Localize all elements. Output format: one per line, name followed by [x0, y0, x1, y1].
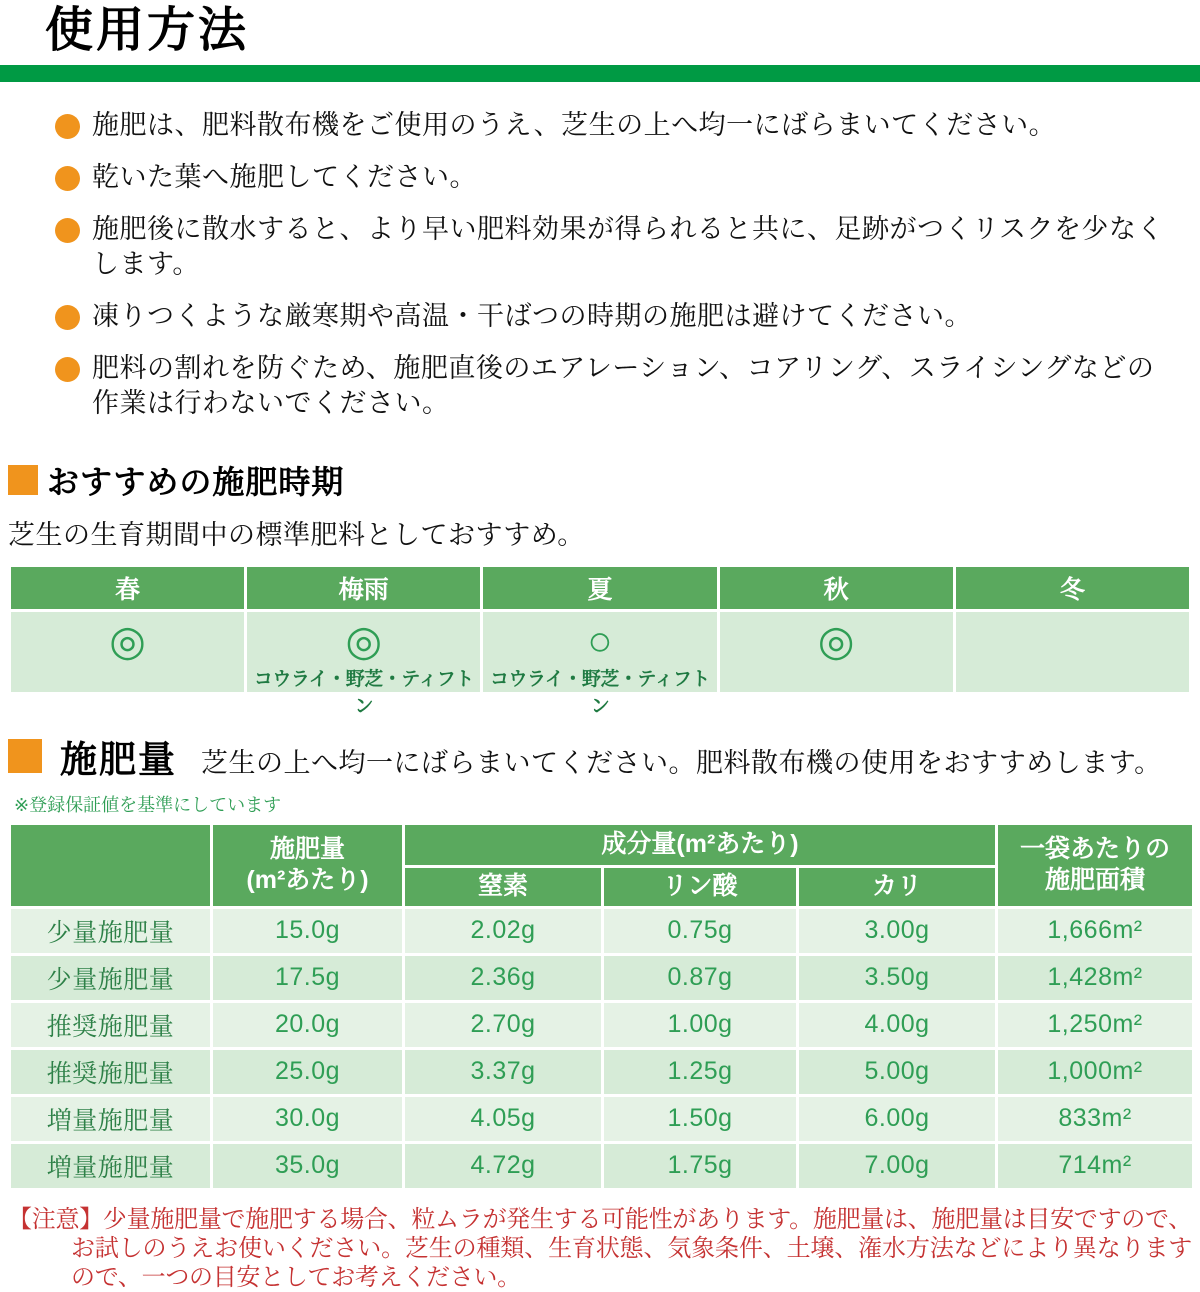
- usage-note-text: 施肥は、肥料散布機をご使用のうえ、芝生の上へ均一にばらまいてください。: [92, 109, 1057, 140]
- orange-bullet-icon: [55, 357, 80, 382]
- usage-note-text: 乾いた葉へ施肥してください。: [92, 161, 477, 192]
- orange-bullet-icon: [55, 166, 80, 191]
- season-header-row: [10, 565, 1191, 610]
- phosphate-value: 0.75g: [603, 907, 798, 954]
- rating-note: [11, 664, 244, 690]
- area-per-bag-header: [997, 823, 1194, 907]
- amount-value: 25.0g: [212, 1048, 404, 1095]
- rating-note: [720, 664, 953, 690]
- orange-square-icon: [8, 465, 38, 495]
- season-cell-rainy: [246, 610, 482, 717]
- potassium-value: 3.00g: [798, 907, 997, 954]
- list-item: [55, 108, 1180, 143]
- nitrogen-value: 4.05g: [404, 1095, 603, 1142]
- header-line: 一袋あたりの: [1020, 835, 1171, 864]
- table-row: [10, 1001, 1194, 1048]
- orange-square-icon: [8, 739, 42, 773]
- timing-section-title: おすすめの施肥時期: [47, 463, 345, 500]
- amount-section-title: 施肥量: [60, 738, 177, 780]
- table-row: [10, 1095, 1194, 1142]
- nitrogen-header: 窒素: [404, 866, 603, 907]
- list-item: [55, 160, 1180, 195]
- caution-text: [8, 1205, 1192, 1292]
- amount-per-sqm-header: [212, 823, 404, 907]
- season-cell-winter: [954, 610, 1190, 693]
- season-cell-spring: [10, 610, 246, 693]
- amount-value: 35.0g: [212, 1142, 404, 1189]
- potassium-value: 7.00g: [798, 1142, 997, 1189]
- usage-note-text: 施肥後に散水すると、より早い肥料効果が得られると共に、足跡がつくリスクを少なくします。: [92, 213, 1164, 279]
- area-value: 1,000m²: [997, 1048, 1194, 1095]
- rating-note: コウライ・野芝・ティフトン: [490, 668, 710, 717]
- row-label: 増量施肥量: [10, 1142, 212, 1189]
- phosphate-value: 0.87g: [603, 954, 798, 1001]
- rating-symbol: [956, 620, 1189, 664]
- season-rating-row: [10, 610, 1191, 693]
- potassium-header: カリ: [798, 866, 997, 907]
- table-row: [10, 1048, 1194, 1095]
- amount-value: 15.0g: [212, 907, 404, 954]
- nitrogen-value: 2.36g: [404, 954, 603, 1001]
- table-row: [10, 907, 1194, 954]
- caution-body: 少量施肥量で施肥する場合、粒ムラが発生する可能性があります。施肥量は、施肥量は目安ですので、お試しのうえお使いください。芝生の種類、生育状態、気象条件、土壌、潅水方法などにより異なりますので、一つの目安としてお考えください。: [71, 1205, 1192, 1291]
- season-timing-table: [8, 564, 1192, 717]
- area-value: 1,428m²: [997, 954, 1194, 1001]
- orange-bullet-icon: [55, 218, 80, 243]
- timing-section-header: [8, 457, 1200, 503]
- timing-section-subtitle: 芝生の生育期間中の標準肥料としておすすめ。: [8, 519, 585, 550]
- phosphate-header: リン酸: [603, 866, 798, 907]
- season-header-spring: 春: [10, 565, 246, 610]
- phosphate-value: 1.50g: [603, 1095, 798, 1142]
- row-label: 推奨施肥量: [10, 1048, 212, 1095]
- area-value: 1,250m²: [997, 1001, 1194, 1048]
- amount-value: 17.5g: [212, 954, 404, 1001]
- usage-notes-list: [55, 108, 1180, 421]
- rating-symbol: ◎: [109, 616, 146, 664]
- page-title: 使用方法: [45, 4, 250, 57]
- usage-note-text: 肥料の割れを防ぐため、施肥直後のエアレーション、コアリング、スライシングなどの作業は行わないでください。: [92, 352, 1155, 418]
- table-row: [10, 1142, 1194, 1189]
- amount-value: 30.0g: [212, 1095, 404, 1142]
- phosphate-value: 1.25g: [603, 1048, 798, 1095]
- row-label: 少量施肥量: [10, 954, 212, 1001]
- amount-section-header: [8, 729, 1200, 783]
- fertilizer-amount-table: [8, 822, 1195, 1191]
- rating-symbol: ◎: [345, 616, 383, 664]
- season-cell-autumn: [718, 610, 954, 693]
- caution-prefix: 【注意】: [8, 1205, 103, 1233]
- amount-value: 20.0g: [212, 1001, 404, 1048]
- row-label: 増量施肥量: [10, 1095, 212, 1142]
- amount-table-header-row-1: [10, 823, 1194, 866]
- season-header-winter: 冬: [954, 565, 1190, 610]
- table-row: [10, 954, 1194, 1001]
- potassium-value: 4.00g: [798, 1001, 997, 1048]
- component-group-header: 成分量(m²あたり): [404, 823, 997, 866]
- header-line: (m²あたり): [246, 866, 369, 895]
- rating-note: コウライ・野芝・ティフトン: [253, 668, 474, 717]
- title-underline-bar: [0, 65, 1200, 82]
- rating-symbol: ◎: [817, 616, 855, 664]
- fertilizer-usage-document: [0, 2, 1200, 1291]
- area-value: 1,666m²: [997, 907, 1194, 954]
- area-value: 833m²: [997, 1095, 1194, 1142]
- season-header-summer: 夏: [482, 565, 718, 610]
- season-header-autumn: 秋: [718, 565, 954, 610]
- amount-section-description: 芝生の上へ均一にばらまいてください。肥料散布機の使用をおすすめします。: [201, 747, 1162, 778]
- nitrogen-value: 4.72g: [404, 1142, 603, 1189]
- list-item: [55, 212, 1180, 282]
- list-item: [55, 351, 1180, 421]
- nitrogen-value: 2.02g: [404, 907, 603, 954]
- row-label: 推奨施肥量: [10, 1001, 212, 1048]
- orange-bullet-icon: [55, 114, 80, 139]
- header-line: 施肥量: [269, 835, 345, 864]
- phosphate-value: 1.00g: [603, 1001, 798, 1048]
- season-cell-summer: [482, 610, 718, 717]
- list-item: [55, 299, 1180, 334]
- potassium-value: 6.00g: [798, 1095, 997, 1142]
- corner-header-cell: [10, 823, 212, 907]
- nitrogen-value: 3.37g: [404, 1048, 603, 1095]
- row-label: 少量施肥量: [10, 907, 212, 954]
- potassium-value: 3.50g: [798, 954, 997, 1001]
- potassium-value: 5.00g: [798, 1048, 997, 1095]
- season-header-rainy: 梅雨: [246, 565, 482, 610]
- registration-note: ※登録保証値を基準にしています: [14, 794, 282, 815]
- phosphate-value: 1.75g: [603, 1142, 798, 1189]
- nitrogen-value: 2.70g: [404, 1001, 603, 1048]
- area-value: 714m²: [997, 1142, 1194, 1189]
- header-line: 施肥面積: [1045, 866, 1146, 895]
- usage-note-text: 凍りつくような厳寒期や高温・干ばつの時期の施肥は避けてください。: [92, 300, 972, 331]
- rating-symbol: ○: [587, 616, 613, 664]
- rating-note: [956, 664, 1189, 690]
- orange-bullet-icon: [55, 305, 80, 330]
